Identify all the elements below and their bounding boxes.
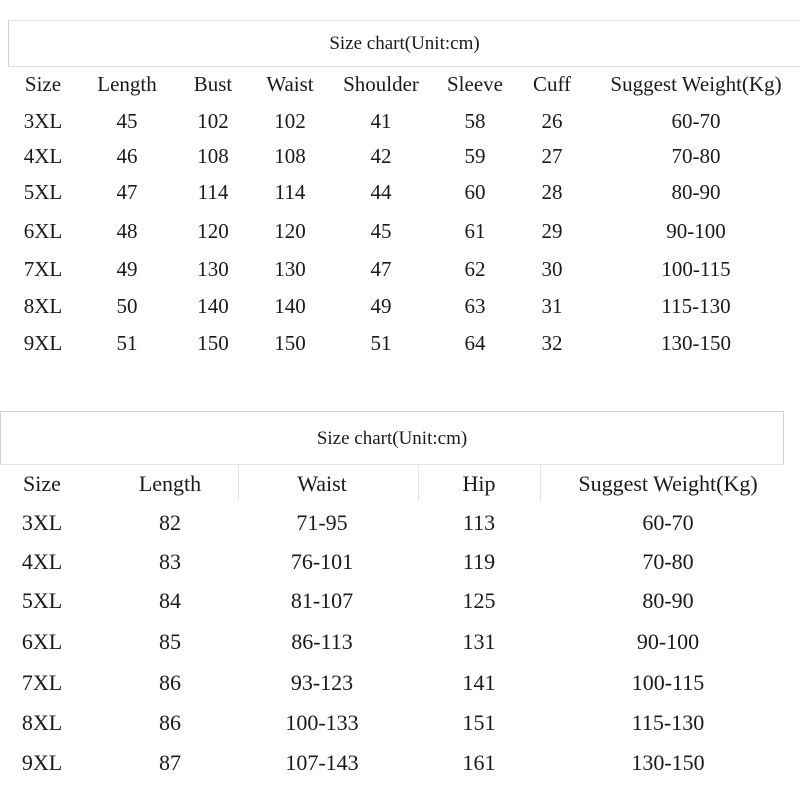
table-cell: 86-113 <box>291 629 353 654</box>
table-cell: 115-130 <box>631 710 705 735</box>
table-cell: 125 <box>462 588 496 613</box>
table-cell: 49 <box>370 294 392 318</box>
table-cell: 151 <box>462 710 496 735</box>
table-cell: 107-143 <box>285 750 359 775</box>
table-cell: 161 <box>462 750 496 775</box>
table-cell: 51 <box>370 331 392 355</box>
table-cell: 7XL <box>21 670 63 695</box>
table-cell: 86 <box>159 710 181 735</box>
column-header: Suggest Weight(Kg) <box>578 471 758 496</box>
table-cell: 150 <box>274 331 306 355</box>
table-cell: 63 <box>464 294 486 318</box>
table-cell: 45 <box>116 109 138 133</box>
column-header: Shoulder <box>343 72 419 96</box>
table-cell: 82 <box>159 510 181 535</box>
table-cell: 130-150 <box>661 331 731 355</box>
table-cell: 48 <box>116 219 138 243</box>
table-cell: 70-80 <box>642 549 694 574</box>
table-cell: 9XL <box>21 750 63 775</box>
table-cell: 26 <box>541 109 563 133</box>
table-cell: 27 <box>541 144 563 168</box>
table-cell: 130-150 <box>631 750 705 775</box>
column-header: Bust <box>193 72 233 96</box>
bottom-size-chart-title: Size chart(Unit:cm) <box>0 411 784 465</box>
column-header: Length <box>97 72 157 96</box>
table-cell: 42 <box>370 144 392 168</box>
table-cell: 28 <box>541 180 563 204</box>
table-cell: 3XL <box>23 109 63 133</box>
table-cell: 115-130 <box>661 294 731 318</box>
table-cell: 60-70 <box>642 510 694 535</box>
table-cell: 47 <box>116 180 138 204</box>
table-cell: 51 <box>116 331 138 355</box>
table-cell: 108 <box>274 144 306 168</box>
table-cell: 131 <box>462 629 496 654</box>
table-cell: 44 <box>370 180 392 204</box>
table-cell: 113 <box>462 510 496 535</box>
table-cell: 108 <box>197 144 229 168</box>
table-cell: 114 <box>197 180 229 204</box>
table-cell: 130 <box>274 257 306 281</box>
table-cell: 80-90 <box>671 180 721 204</box>
table-cell: 7XL <box>23 257 63 281</box>
table-cell: 3XL <box>21 510 63 535</box>
table-cell: 102 <box>197 109 229 133</box>
table-cell: 81-107 <box>290 588 354 613</box>
bottom-header-sep-3 <box>540 465 541 501</box>
table-cell: 29 <box>541 219 563 243</box>
table-cell: 90-100 <box>636 629 700 654</box>
table-cell: 4XL <box>21 549 63 574</box>
column-header: Waist <box>266 72 314 96</box>
table-cell: 102 <box>274 109 306 133</box>
table-cell: 80-90 <box>642 588 694 613</box>
table-cell: 49 <box>116 257 138 281</box>
bottom-header-sep-1 <box>238 465 239 501</box>
table-cell: 32 <box>541 331 563 355</box>
table-cell: 8XL <box>23 294 63 318</box>
table-cell: 45 <box>370 219 392 243</box>
table-cell: 47 <box>370 257 392 281</box>
column-header: Hip <box>462 471 496 496</box>
table-cell: 59 <box>464 144 486 168</box>
table-cell: 120 <box>274 219 306 243</box>
table-cell: 71-95 <box>296 510 348 535</box>
table-cell: 5XL <box>21 588 63 613</box>
column-header: Sleeve <box>447 72 503 96</box>
column-header: Cuff <box>532 72 572 96</box>
table-cell: 60-70 <box>671 109 721 133</box>
table-cell: 100-133 <box>285 710 359 735</box>
table-cell: 8XL <box>21 710 63 735</box>
table-cell: 140 <box>274 294 306 318</box>
table-cell: 30 <box>541 257 563 281</box>
top-header-divider <box>8 66 800 67</box>
table-cell: 61 <box>464 219 486 243</box>
table-cell: 41 <box>370 109 392 133</box>
table-cell: 120 <box>197 219 229 243</box>
bottom-header-sep-2 <box>418 465 419 501</box>
column-header: Size <box>24 72 62 96</box>
table-cell: 50 <box>116 294 138 318</box>
table-cell: 84 <box>159 588 181 613</box>
table-cell: 9XL <box>23 331 63 355</box>
table-cell: 85 <box>159 629 181 654</box>
table-cell: 64 <box>464 331 486 355</box>
column-header: Waist <box>297 471 347 496</box>
table-cell: 6XL <box>23 219 63 243</box>
table-cell: 70-80 <box>671 144 721 168</box>
table-cell: 5XL <box>23 180 63 204</box>
table-cell: 4XL <box>23 144 63 168</box>
table-cell: 150 <box>197 331 229 355</box>
column-header: Length <box>138 471 202 496</box>
top-size-chart-title: Size chart(Unit:cm) <box>8 20 800 66</box>
table-cell: 83 <box>159 549 181 574</box>
table-cell: 60 <box>464 180 486 204</box>
table-cell: 58 <box>464 109 486 133</box>
table-cell: 76-101 <box>290 549 354 574</box>
table-cell: 93-123 <box>290 670 354 695</box>
table-cell: 100-115 <box>631 670 705 695</box>
table-cell: 130 <box>197 257 229 281</box>
column-header: Size <box>23 471 61 496</box>
table-cell: 87 <box>159 750 181 775</box>
table-cell: 100-115 <box>661 257 731 281</box>
table-cell: 140 <box>197 294 229 318</box>
table-cell: 114 <box>274 180 306 204</box>
table-cell: 6XL <box>21 629 63 654</box>
table-cell: 119 <box>462 549 496 574</box>
table-cell: 46 <box>116 144 138 168</box>
table-cell: 141 <box>462 670 496 695</box>
table-cell: 31 <box>541 294 563 318</box>
table-cell: 62 <box>464 257 486 281</box>
table-cell: 90-100 <box>666 219 726 243</box>
table-cell: 86 <box>159 670 181 695</box>
column-header: Suggest Weight(Kg) <box>610 72 782 96</box>
